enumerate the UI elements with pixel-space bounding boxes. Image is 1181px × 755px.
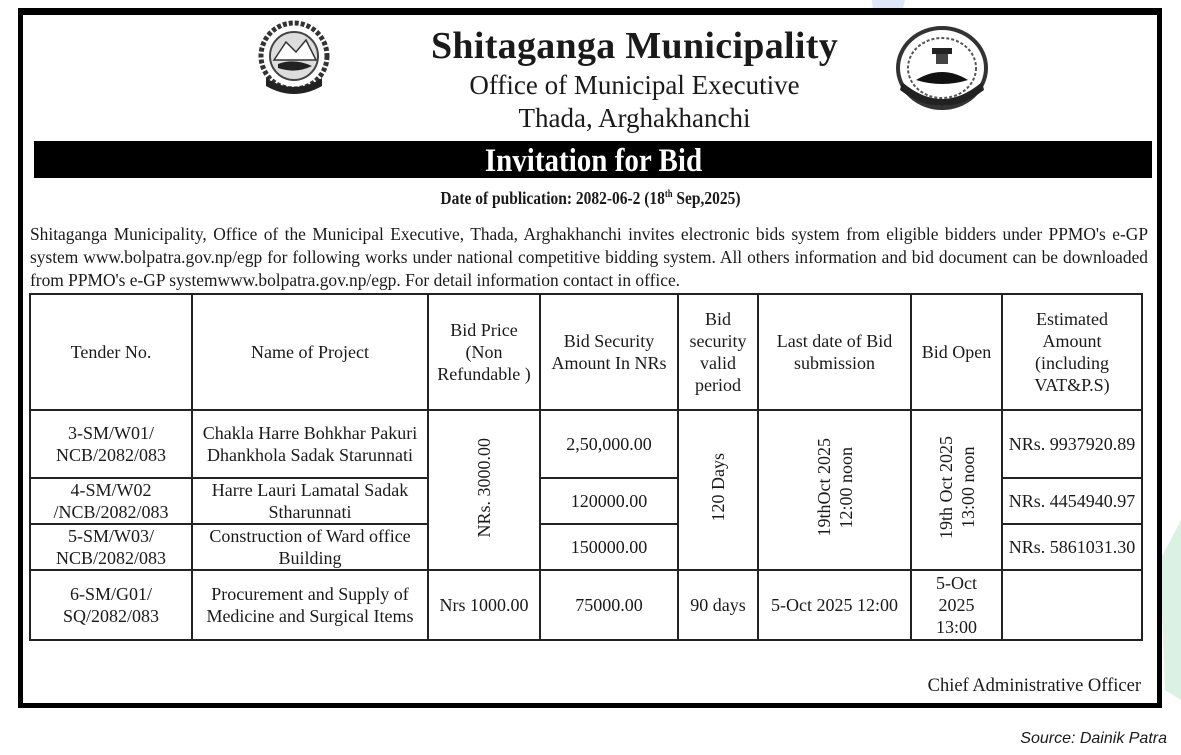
source-credit: Source: Dainik Patra xyxy=(1020,730,1167,747)
estimated-amount-cell: NRs. 5861031.30 xyxy=(1002,524,1142,570)
subtitle-text: Office of Municipal Executive xyxy=(469,70,800,100)
bid-security-cell: 75000.00 xyxy=(540,570,678,640)
last-date-line1: 19thOct 2025 xyxy=(813,438,834,537)
publication-date xyxy=(0,188,1181,209)
bid-open-merged-cell xyxy=(911,410,1002,570)
project-name-cell: Construction of Ward office Building xyxy=(192,524,428,570)
header-valid-period: Bid security valid period xyxy=(678,294,758,410)
estimated-amount-cell: NRs. 4454940.97 xyxy=(1002,478,1142,524)
bid-table xyxy=(29,293,1143,641)
header-bid-open: Bid Open xyxy=(911,294,1002,410)
tender-no-cell: 3-SM/W01/ NCB/2082/083 xyxy=(30,410,192,478)
bid-security-cell: 2,50,000.00 xyxy=(540,410,678,478)
last-date-text xyxy=(813,438,857,537)
tender-no-cell: 5-SM/W03/ NCB/2082/083 xyxy=(30,524,192,570)
bid-security-cell: 120000.00 xyxy=(540,478,678,524)
valid-period-merged-cell xyxy=(678,410,758,570)
bid-open-line1: 19th Oct 2025 xyxy=(935,436,956,539)
header-last-date: Last date of Bid submission xyxy=(758,294,911,410)
signature: Chief Administrative Officer xyxy=(927,676,1141,696)
table-row xyxy=(30,410,1142,478)
bid-open-text xyxy=(935,436,979,539)
header-bid-price: Bid Price (Non Refundable ) xyxy=(428,294,540,410)
bid-open-cell: 5-Oct 2025 13:00 xyxy=(911,570,1002,640)
intro-paragraph: Shitaganga Municipality, Office of the Municipal Executive, Thada, Arghakhanchi invites electronic bids system from eligible bidders under PPMO's e-GP system www.bolpatra.gov.np/egp for following works under national competitive bidding system. All others information and bid document can be downloaded from PPMO's e-GP systemwww.bolpatra.gov.np/egp. For detail information contact in office. xyxy=(30,224,1148,290)
valid-period-cell: 90 days xyxy=(678,570,758,640)
estimated-amount-cell: NRs. 9937920.89 xyxy=(1002,410,1142,478)
bid-price-text: NRs. 3000.00 xyxy=(474,437,494,538)
header-bid-security: Bid Security Amount In NRs xyxy=(540,294,678,410)
publication-label: Date of publication: 2082-06-2 (18 xyxy=(440,188,665,208)
publication-sup: th xyxy=(664,189,673,200)
title-text: Shitaganga Municipality xyxy=(430,25,839,67)
publication-suffix: Sep,2025) xyxy=(672,188,741,208)
last-date-merged-cell xyxy=(758,410,911,570)
last-date-line2: 12:00 noon xyxy=(835,446,856,529)
estimated-amount-cell xyxy=(1002,570,1142,640)
invitation-banner xyxy=(34,141,1152,178)
valid-period-text: 120 Days xyxy=(708,453,728,522)
tender-no-cell: 4-SM/W02 /NCB/2082/083 xyxy=(30,478,192,524)
header-project-name: Name of Project xyxy=(192,294,428,410)
tender-no-cell: 6-SM/G01/ SQ/2082/083 xyxy=(30,570,192,640)
banner-title: Invitation for Bid xyxy=(484,143,702,179)
bid-price-cell: Nrs 1000.00 xyxy=(428,570,540,640)
table-row xyxy=(30,570,1142,640)
bid-price-merged-cell xyxy=(428,410,540,570)
project-name-cell: Procurement and Supply of Medicine and Surgical Items xyxy=(192,570,428,640)
bid-security-cell: 150000.00 xyxy=(540,524,678,570)
office-subtitle xyxy=(0,70,1181,101)
header-estimated-amount: Estimated Amount (including VAT&P.S) xyxy=(1002,294,1142,410)
table-header-row xyxy=(30,294,1142,410)
bid-open-line2: 13:00 noon xyxy=(957,446,978,529)
municipality-title xyxy=(0,24,1181,68)
office-address xyxy=(0,103,1181,134)
project-name-cell: Harre Lauri Lamatal Sadak Stharunnati xyxy=(192,478,428,524)
header-tender-no: Tender No. xyxy=(30,294,192,410)
last-date-cell: 5-Oct 2025 12:00 xyxy=(758,570,911,640)
project-name-cell: Chakla Harre Bohkhar Pakuri Dhankhola Sadak Starunnati xyxy=(192,410,428,478)
address-text: Thada, Arghakhanchi xyxy=(518,103,751,133)
